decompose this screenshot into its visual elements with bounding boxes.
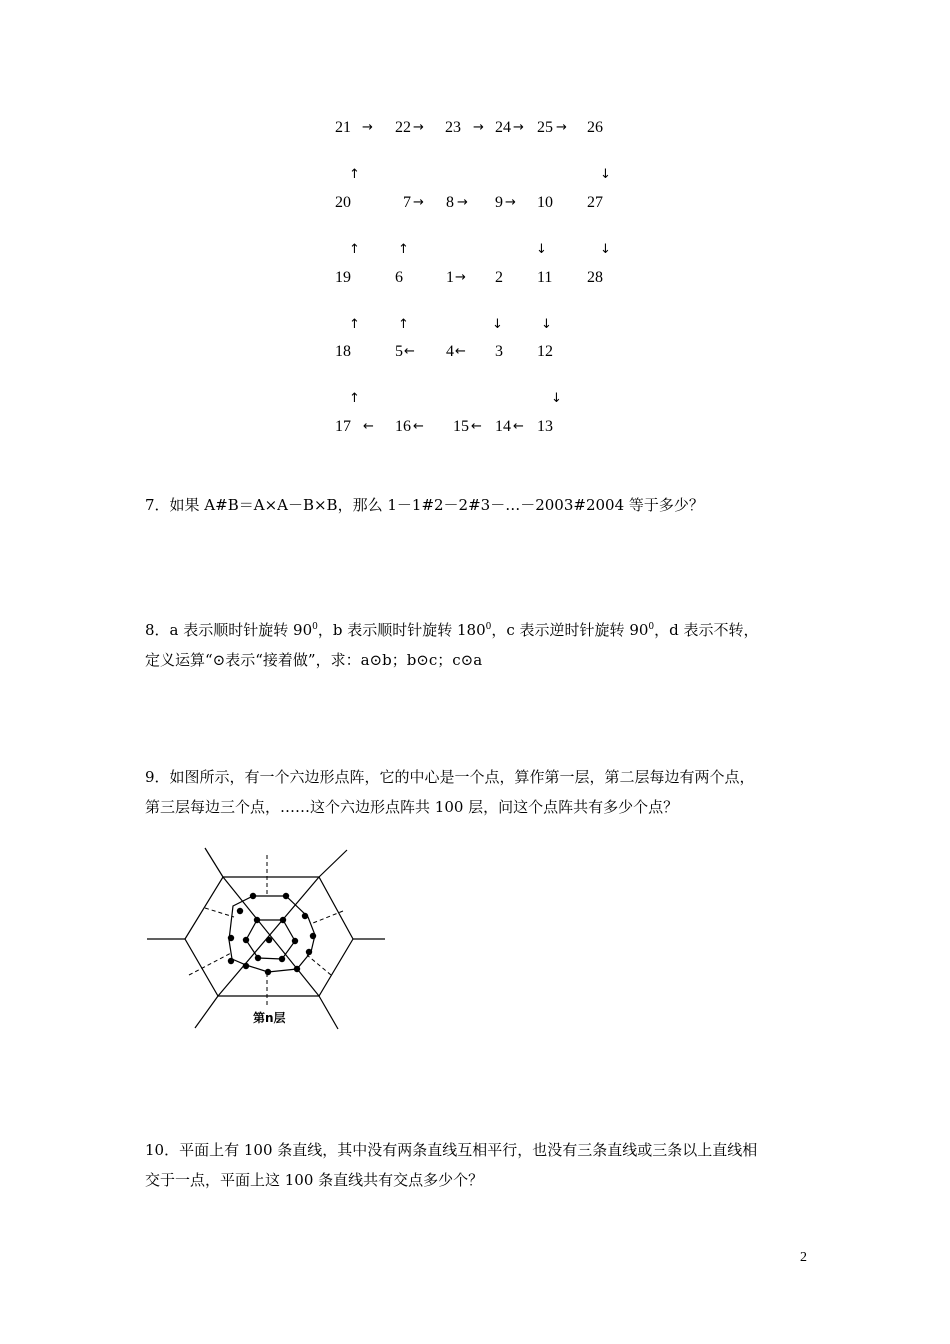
spiral-number: 18 (335, 343, 351, 360)
question-8-line-2: 定义运算“⊙表示“接着做”，求：a⊙b；b⊙c；c⊙a (145, 651, 483, 669)
spiral-number: 5 (395, 343, 403, 360)
down-arrow-icon: ↓ (492, 317, 503, 332)
dashed-guide (307, 955, 331, 975)
left-arrow-icon: ← (455, 344, 466, 359)
spiral-number: 22 (395, 119, 411, 136)
spiral-number: 25 (537, 119, 553, 136)
down-arrow-icon: ↓ (600, 167, 611, 182)
left-arrow-icon: ← (471, 419, 482, 434)
degree-mark: 0 (648, 622, 655, 632)
question-7-text: 7．如果 A#B＝A×A－B×B，那么 1－1#2－2#3－…－2003#2004 等于多少？ (145, 496, 704, 514)
question-10-line-2: 交于一点，平面上这 100 条直线共有交点多少个？ (145, 1171, 484, 1189)
axis-line (195, 996, 218, 1028)
right-arrow-icon: → (413, 195, 424, 210)
up-arrow-icon: ↑ (349, 242, 360, 257)
dashed-guide (205, 908, 234, 917)
question-9-line-1: 9．如图所示，有一个六边形点阵，它的中心是一个点，算作第一层，第二层每边有两个点， (145, 768, 755, 786)
spiral-number: 19 (335, 269, 351, 286)
axis-line (319, 996, 338, 1029)
right-arrow-icon: → (413, 120, 424, 135)
spiral-number: 21 (335, 119, 351, 136)
left-arrow-icon: ← (413, 419, 424, 434)
spiral-number: 10 (537, 194, 553, 211)
spiral-number: 7 (403, 194, 411, 211)
question-10-line-1: 10．平面上有 100 条直线，其中没有两条直线互相平行，也没有三条直线或三条以上直线相 (145, 1141, 758, 1159)
left-arrow-icon: ← (404, 344, 415, 359)
down-arrow-icon: ↓ (551, 391, 562, 406)
spiral-number: 8 (446, 194, 454, 211)
up-arrow-icon: ↑ (349, 167, 360, 182)
figure-label: 第n层 (253, 1011, 286, 1025)
up-arrow-icon: ↑ (349, 391, 360, 406)
down-arrow-icon: ↓ (600, 242, 611, 257)
right-arrow-icon: → (513, 120, 524, 135)
right-arrow-icon: → (455, 270, 466, 285)
spiral-number: 11 (537, 269, 553, 286)
axis-line (319, 850, 347, 877)
question-7 (145, 490, 704, 520)
spiral-number: 6 (395, 269, 403, 286)
spiral-number: 26 (587, 119, 603, 136)
page-number: 2 (800, 1250, 807, 1265)
spiral-number: 13 (537, 418, 553, 435)
down-arrow-icon: ↓ (536, 242, 547, 257)
spiral-number: 3 (495, 343, 503, 360)
degree-mark: 0 (312, 622, 318, 632)
question-10 (145, 1135, 757, 1195)
left-arrow-icon: ← (363, 419, 374, 434)
spiral-number: 24 (495, 119, 511, 136)
up-arrow-icon: ↑ (398, 242, 409, 257)
ring-outer (229, 896, 315, 972)
question-8-text-d: ，d 表示不转， (654, 621, 759, 639)
question-8-text-a: 8．a 表示顺时针旋转 90 (145, 621, 313, 639)
spiral-number: 1 (446, 269, 454, 286)
hexagon-lattice-figure (145, 845, 390, 1030)
left-arrow-icon: ← (513, 419, 524, 434)
spiral-number: 17 (335, 418, 351, 435)
spiral-number: 16 (395, 418, 411, 435)
axis-line (205, 848, 223, 877)
degree-mark: 0 (485, 622, 492, 632)
right-arrow-icon: → (473, 120, 484, 135)
spiral-number: 14 (495, 418, 511, 435)
right-arrow-icon: → (362, 120, 373, 135)
spiral-number: 20 (335, 194, 351, 211)
right-arrow-icon: → (505, 195, 516, 210)
up-arrow-icon: ↑ (349, 317, 360, 332)
spiral-number: 27 (587, 194, 603, 211)
question-8-text-c: ，c 表示逆时针旋转 90 (491, 621, 649, 639)
right-arrow-icon: → (457, 195, 468, 210)
question-8-line-1 (145, 612, 759, 645)
question-8 (145, 612, 759, 675)
question-9 (145, 762, 755, 822)
spiral-number: 23 (445, 119, 461, 136)
spiral-number: 28 (587, 269, 603, 286)
spiral-number: 15 (453, 418, 469, 435)
up-arrow-icon: ↑ (398, 317, 409, 332)
spiral-number: 12 (537, 343, 553, 360)
down-arrow-icon: ↓ (541, 317, 552, 332)
question-8-text-b: ，b 表示顺时针旋转 180 (317, 621, 486, 639)
spiral-number: 2 (495, 269, 503, 286)
right-arrow-icon: → (556, 120, 567, 135)
spiral-number: 4 (446, 343, 454, 360)
question-9-line-2: 第三层每边三个点，……这个六边形点阵共 100 层，问这个点阵共有多少个点？ (145, 798, 679, 816)
spiral-number: 9 (495, 194, 503, 211)
